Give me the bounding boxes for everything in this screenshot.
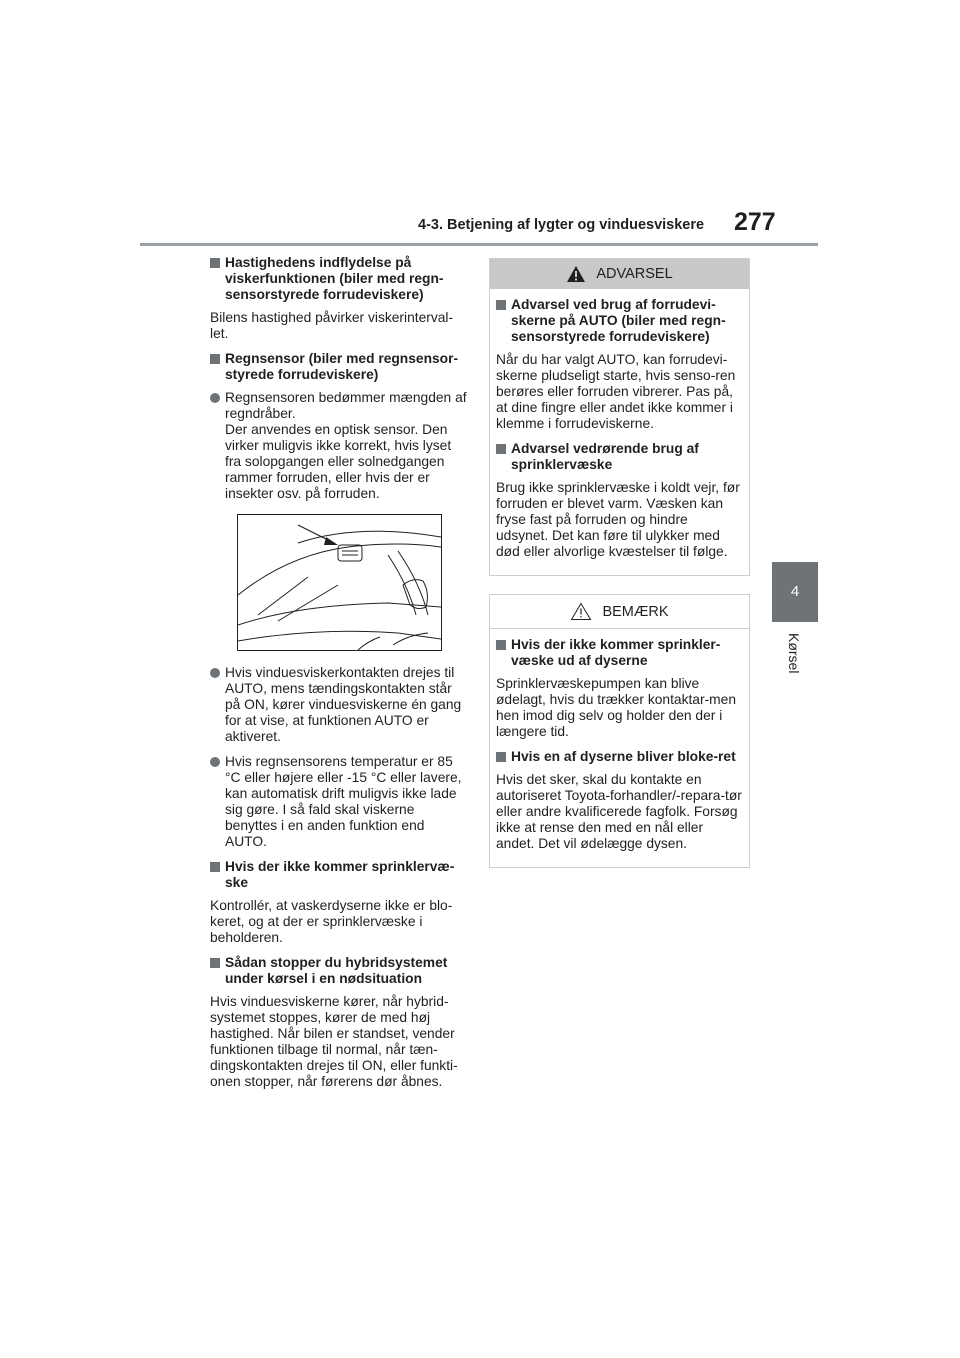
heading-blocked-nozzle: Hvis en af dyserne bliver bloke-ret	[496, 749, 743, 765]
paragraph: Kontrollér, at vaskerdyserne ikke er blo-keret, og at der er sprinklervæske i beholderen.	[210, 898, 453, 945]
chapter-tab: 4	[772, 562, 818, 622]
circle-bullet-icon	[210, 668, 220, 678]
bullet-item: Hvis regnsensorens temperatur er 85 °C eller højere eller -15 °C eller lavere, kan automatisk drift muligvis ikke lade sig gøre. I så fald skal viskerne benyttes i en anden funktion end AUTO.	[210, 754, 468, 850]
heading-washer-fluid-warning: Advarsel vedrørende brug af sprinklervæske	[496, 441, 743, 473]
circle-bullet-icon	[210, 757, 220, 767]
square-bullet-icon	[210, 958, 220, 968]
rain-sensor-illustration	[237, 514, 442, 651]
left-column	[210, 255, 468, 1099]
heading-emergency-stop: Sådan stopper du hybridsystemet under kørsel i en nødsituation	[210, 955, 468, 987]
paragraph: Brug ikke sprinklervæske i koldt vejr, før forruden er blevet varm. Væsken kan fryse fast på forruden og hindre udsynet. Det kan føre til ulykker med død eller alvorlige kvæstelser til følge.	[496, 480, 740, 559]
square-bullet-icon	[210, 258, 220, 268]
paragraph: Sprinklervæskepumpen kan blive ødelagt, hvis du trækker kontaktar-men hen imod dig selv og holder den der i længere tid.	[496, 676, 737, 739]
square-bullet-icon	[210, 862, 220, 872]
heading-no-fluid-from-nozzles: Hvis der ikke kommer sprinkler-væske ud af dyserne	[496, 637, 743, 669]
caution-triangle-icon	[570, 602, 592, 621]
bullet-item: Hvis vinduesviskerkontakten drejes til AUTO, mens tændingskontakten står på ON, kører vinduesviskerne én gang for at vise, at funktionen AUTO er aktiveret.	[210, 665, 468, 745]
chapter-label: Kørsel	[786, 633, 802, 674]
right-column	[489, 258, 750, 886]
note-title: BEMÆRK	[602, 603, 669, 620]
square-bullet-icon	[496, 752, 506, 762]
page-number: 277	[734, 208, 776, 236]
warning-box-header	[490, 259, 749, 289]
warning-title: ADVARSEL	[596, 266, 673, 282]
warning-box-content	[490, 289, 749, 575]
heading-speed-influence: Hastighedens indflydelse på viskerfunktionen (biler med regn-sensorstyrede forrudeviskere)	[210, 255, 468, 303]
bullet-item: Regnsensoren bedømmer mængden af regndråber. Der anvendes en optisk sensor. Den virker muligvis ikke korrekt, hvis lyset fra solopgangen eller solnedgangen rammer forruden, eller hvis der er insekter osv. på forruden.	[210, 390, 468, 502]
square-bullet-icon	[496, 640, 506, 650]
paragraph: Når du har valgt AUTO, kan forrudevi-skerne pludseligt starte, hvis senso-ren berøres eller forruden vibrerer. Pas på, at dine fingre eller andet ikke kommer i klemme i forrudeviskerne.	[496, 352, 736, 431]
header-divider	[140, 243, 818, 246]
section-title: 4-3. Betjening af lygter og vinduesviskere	[418, 217, 705, 233]
paragraph: Hvis det sker, skal du kontakte en autoriseret Toyota-forhandler/-repara-tør eller andre kvalificerede fagfolk. Forsøg ikke at rense den med en nål eller andet. Det vil ødelægge dysen.	[496, 772, 742, 851]
note-box	[489, 594, 750, 868]
square-bullet-icon	[210, 354, 220, 364]
heading-rain-sensor: Regnsensor (biler med regnsensor-styrede forrudeviskere)	[210, 351, 468, 383]
heading-no-washer-fluid: Hvis der ikke kommer sprinklervæ-ske	[210, 859, 468, 891]
warning-triangle-icon	[566, 265, 586, 283]
heading-auto-wiper-warning: Advarsel ved brug af forrudevi-skerne på AUTO (biler med regn-sensorstyrede forrudeviskere)	[496, 297, 743, 345]
square-bullet-icon	[496, 444, 506, 454]
paragraph: Hvis vinduesviskerne kører, når hybrid-systemet stoppes, kører de med høj hastighed. Når bilen er standset, vender funktionen tilbage til normal, når tæn-dingskontakten drejes til ON, eller funkti-onen stopper, når førerens dør åbnes.	[210, 994, 458, 1089]
paragraph: Bilens hastighed påvirker viskerinterval-let.	[210, 310, 454, 341]
note-box-content	[490, 629, 749, 867]
note-box-header	[490, 595, 749, 629]
warning-box	[489, 258, 750, 576]
square-bullet-icon	[496, 300, 506, 310]
circle-bullet-icon	[210, 393, 220, 403]
